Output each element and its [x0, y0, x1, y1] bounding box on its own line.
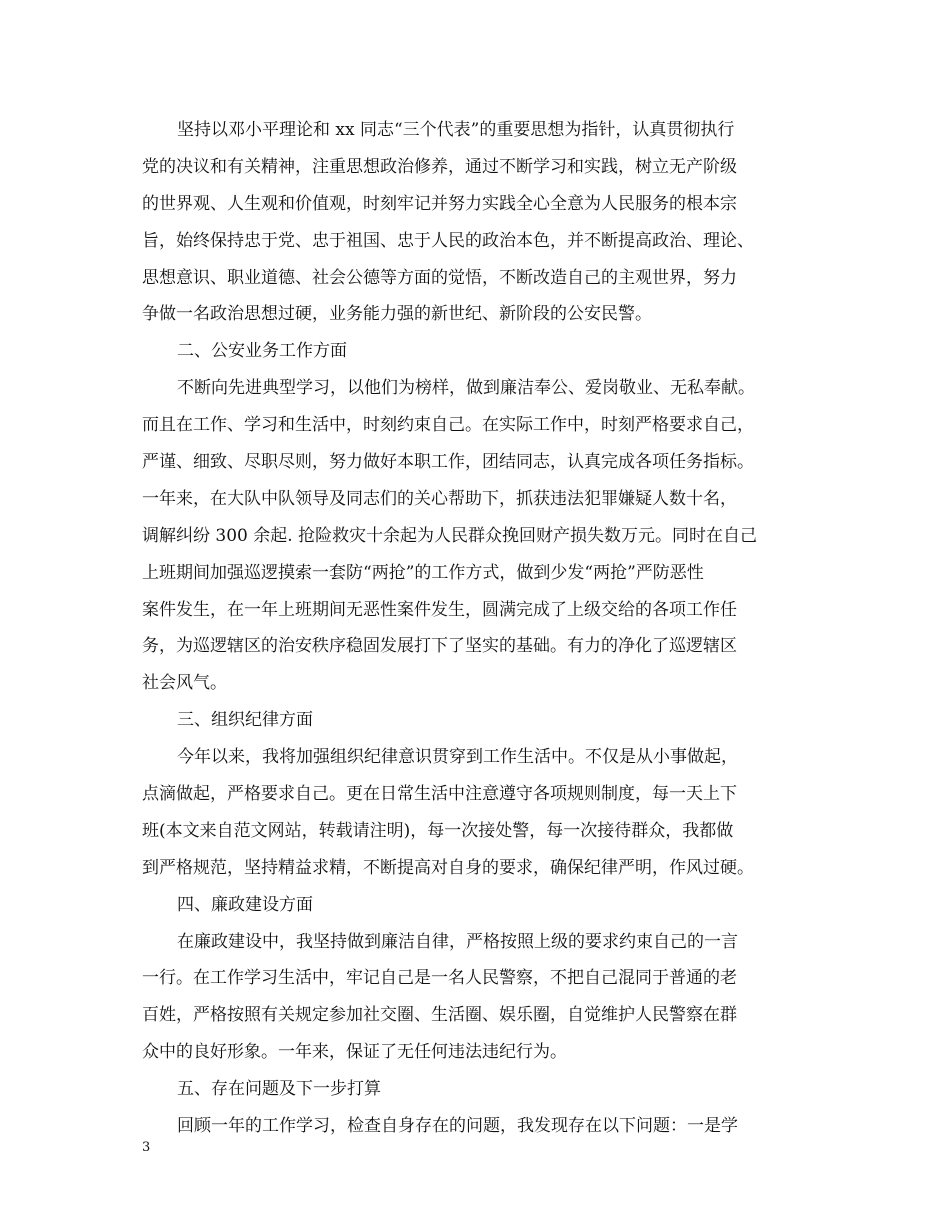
text-line: 众中的良好形象。一年来，保证了无任何违法违纪行为。: [142, 1042, 567, 1063]
text-line: 班(本文来自范文网站，转载请注明)，每一次接处警，每一次接待群众，我都做: [142, 820, 734, 841]
text-line: 五、存在问题及下一步打算: [177, 1079, 381, 1100]
text-line: 案件发生，在一年上班期间无恶性案件发生，圆满完成了上级交给的各项工作任: [142, 599, 737, 620]
text-line: 争做一名政治思想过硬，业务能力强的新世纪、新阶段的公安民警。: [142, 304, 652, 325]
text-line: 四、廉政建设方面: [177, 894, 313, 915]
text-line: 到严格规范，坚持精益求精，不断提高对自身的要求，确保纪律严明，作风过硬。: [142, 857, 754, 878]
text-line: 社会风气。: [142, 673, 227, 694]
text-line: 三、组织纪律方面: [177, 710, 313, 731]
text-line: 回顾一年的工作学习，检查自身存在的问题，我发现存在以下问题：一是学: [177, 1116, 738, 1137]
text-line: 一年来，在大队中队领导及同志们的关心帮助下，抓获违法犯罪嫌疑人数十名，: [142, 488, 737, 509]
text-line: 旨，始终保持忠于党、忠于祖国、忠于人民的政治本色，并不断提高政治、理论、: [142, 230, 754, 251]
text-line: 二、公安业务工作方面: [177, 341, 347, 362]
text-line: 务，为巡逻辖区的治安秩序稳固发展打下了坚实的基础。有力的净化了巡逻辖区: [142, 636, 737, 657]
text-line: 党的决议和有关精神，注重思想政治修养，通过不断学习和实践，树立无产阶级: [142, 156, 737, 177]
text-line: 一行。在工作学习生活中，牢记自己是一名人民警察，不把自己混同于普通的老: [142, 968, 737, 989]
text-line: 调解纠纷 300 余起. 抢险救灾十余起为人民群众挽回财产损失数万元。同时在自己: [142, 525, 758, 546]
text-line: 上班期间加强巡逻摸索一套防“两抢”的工作方式，做到少发“两抢”严防恶性: [142, 562, 704, 583]
text-line: 而且在工作、学习和生活中，时刻约束自己。在实际工作中，时刻严格要求自己，: [142, 415, 754, 436]
text-line: 坚持以邓小平理论和 xx 同志“三个代表”的重要思想为指针，认真贯彻执行: [177, 120, 735, 140]
document-body: [142, 116, 806, 1149]
text-line: 的世界观、人生观和价值观，时刻牢记并努力实践全心全意为人民服务的根本宗: [142, 193, 737, 214]
text-line: 不断向先进典型学习，以他们为榜样，做到廉洁奉公、爱岗敬业、无私奉献。: [177, 378, 755, 399]
text-line: 严谨、细致、尽职尽则，努力做好本职工作，团结同志，认真完成各项任务指标。: [142, 452, 754, 473]
page-number: 3: [142, 1140, 151, 1155]
text-line: 百姓，严格按照有关规定参加社交圈、生活圈、娱乐圈，自觉维护人民警察在群: [142, 1005, 737, 1026]
text-line: 点滴做起，严格要求自己。更在日常生活中注意遵守各项规则制度，每一天上下: [142, 784, 737, 805]
text-line: 在廉政建设中，我坚持做到廉洁自律，严格按照上级的要求约束自己的一言: [177, 931, 738, 952]
text-line: 思想意识、职业道德、社会公德等方面的觉悟，不断改造自己的主观世界，努力: [142, 267, 737, 288]
text-line: 今年以来，我将加强组织纪律意识贯穿到工作生活中。不仅是从小事做起，: [177, 747, 738, 768]
